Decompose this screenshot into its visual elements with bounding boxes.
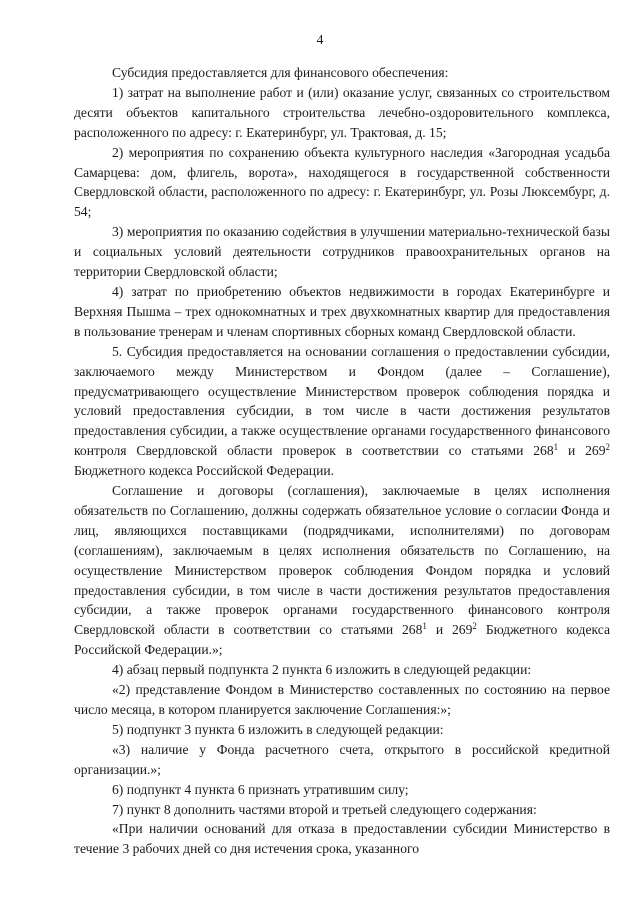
agreements-text-tail: Бюджетного кодекса Российской Федерации.»; [74, 622, 610, 658]
paragraph-intro: Субсидия предоставляется для финансового обеспечения: [112, 65, 449, 80]
paragraph-quote-3: «3) наличие у Фонда расчетного счета, открытого в российской кредитной организации.»; [74, 741, 610, 777]
paragraph-amendment-6: 6) подпункт 4 пункта 6 признать утратившим силу; [112, 781, 409, 797]
paragraph-item-3: 3) мероприятия по оказанию содействия в улучшении материально-технической базы и социальных условий деятельности сотрудников правоохранительных органов на территории Свердловской области; [74, 224, 610, 280]
paragraph-amendment-5: 5) подпункт 3 пункта 6 изложить в следующей редакции: [112, 721, 444, 737]
paragraph-amendment-7: 7) пункт 8 дополнить частями второй и третьей следующего содержания: [112, 801, 537, 817]
clause-5-superscript-1: 1 [553, 442, 559, 453]
document-body [74, 63, 610, 859]
clause-5-superscript-2: 2 [605, 442, 610, 453]
paragraph-clause-5 [74, 342, 610, 481]
agreements-superscript-1: 1 [422, 621, 427, 632]
agreements-text-mid: и 269 [426, 622, 473, 638]
clause-5-text-tail: Бюджетного кодекса Российской Федерации. [74, 463, 335, 479]
paragraph-item-2: 2) мероприятия по сохранению объекта культурного наследия «Загородная усадьба Самарцева: дом, флигель, ворота», находящегося в государственной собственности Свердловской области, расположенного по адресу: г. Екатеринбург, ул. Розы Люксембург, д. 54; [74, 144, 610, 220]
paragraph-quote-refusal: «При наличии оснований для отказа в предоставлении субсидии Министерство в течение 3 рабочих дней со дня истечения срока, указанного [74, 821, 610, 857]
agreements-superscript-2: 2 [472, 621, 477, 632]
page-number: 4 [316, 32, 324, 47]
paragraph-agreements [74, 481, 610, 660]
paragraph-item-4: 4) затрат по приобретению объектов недвижимости в городах Екатеринбурге и Верхняя Пышма – трех однокомнатных и трех двухкомнатных квартир для предоставления в пользование тренерам и членам спортивных сборных команд Свердловской области. [74, 283, 610, 339]
clause-5-text-mid: и 269 [558, 443, 606, 459]
agreements-text: Соглашение и договоры (соглашения), заключаемые в целях исполнения обязательств по Соглашению, должны содержать обязательное условие о согласии Фонда и лиц, являющихся поставщиками (подрядчиками, исполнителями) по договорам (соглашениям), заключаемым в целях исполнения обязательств по Соглашению, на осуществление Министерством проверок соблюдения Фондом порядка и условий предоставления субсидии, в том числе в части достижения результатов предоставления субсидии, а также проверок органами государственного финансового контроля Свердловской области в соответствии со статьями 268 [74, 483, 610, 638]
paragraph-amendment-4: 4) абзац первый подпункта 2 пункта 6 изложить в следующей редакции: [112, 662, 532, 678]
paragraph-item-1: 1) затрат на выполнение работ и (или) оказание услуг, связанных со строительством десяти объектов капитального строительства лечебно-оздоровительного комплекса, расположенного по адресу: г. Екатеринбург, ул. Трактовая, д. 15; [74, 84, 610, 140]
clause-5-text: 5. Субсидия предоставляется на основании соглашения о предоставлении субсидии, заключаемого между Министерством и Фондом (далее – Соглашение), предусматривающего осуществление Министерством проверок соблюдения порядка и условий предоставления субсидии, в том числе в части достижения результатов предоставления субсидии, а также осуществление органами государственного финансового контроля Свердловской области проверок в соответствии со статьями 268 [74, 343, 610, 459]
paragraph-quote-2: «2) представление Фондом в Министерство составленных по состоянию на первое число месяца, в котором планируется заключение Соглашения:»; [74, 682, 610, 717]
